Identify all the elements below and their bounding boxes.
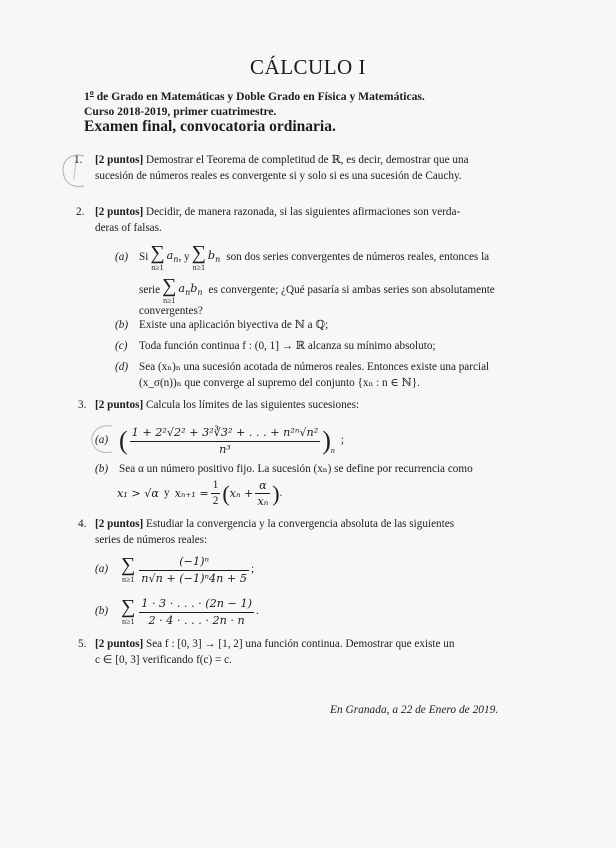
question-3 xyxy=(78,398,538,414)
math-expr: xₙ₊₁ = xyxy=(174,486,209,500)
item-text: es convergente; ¿Qué pasaría si ambas series son absolutamente xyxy=(208,284,495,297)
item-text: . xyxy=(279,486,283,499)
item-text: son dos series convergentes de números reales, entonces la xyxy=(226,251,490,264)
item-label: (c) xyxy=(115,340,128,352)
grade-number: 1 xyxy=(84,89,90,103)
item-text: , y xyxy=(178,251,190,264)
right-paren: ) xyxy=(322,426,331,456)
question-5 xyxy=(78,637,538,668)
sum-symbol: ∑ n≥1 xyxy=(121,596,136,626)
item-text: y xyxy=(163,486,170,499)
question-text: Calcula los límites de las siguientes sucesiones: xyxy=(145,399,360,411)
sum-symbol: ∑ n≥1 xyxy=(191,242,206,272)
item-label: (b) xyxy=(95,463,109,475)
math-sub: n xyxy=(197,288,203,298)
question-2d xyxy=(115,360,525,391)
math-expr: x₁ > √α xyxy=(117,486,159,500)
math-sub: n xyxy=(185,288,191,298)
math-var: b xyxy=(207,249,216,263)
sum-index: n≥1 xyxy=(192,263,205,272)
math-var: a xyxy=(178,282,186,296)
fraction xyxy=(139,596,254,628)
fraction-numerator: α xyxy=(255,478,270,495)
fraction-denominator: xₙ xyxy=(257,495,269,508)
left-paren: ( xyxy=(222,480,230,506)
math-var: b xyxy=(190,282,198,296)
sum-index: n≥1 xyxy=(151,263,164,272)
question-3b xyxy=(95,462,525,510)
exam-date: En Granada, a 22 de Enero de 2019. xyxy=(330,704,499,716)
question-text: Sea f : [0, 3] → [1, 2] una función continua. Demostrar que existe un xyxy=(145,638,455,650)
question-text: sucesión de números reales es convergente si y solo si es una sucesión de Cauchy. xyxy=(95,169,462,182)
item-text: Sea (xₙ)ₙ una sucesión acotada de números reales. Entonces existe una parcial xyxy=(139,361,490,373)
question-points: [2 puntos] xyxy=(95,154,144,166)
left-paren: ( xyxy=(119,426,128,456)
question-2c xyxy=(115,339,525,355)
fraction xyxy=(255,478,270,510)
question-3a xyxy=(95,420,515,462)
item-text: serie xyxy=(139,284,161,297)
fraction-denominator: n√n + (−1)ⁿ4n + 5 xyxy=(141,571,247,585)
fraction xyxy=(139,554,249,586)
sum-symbol: ∑ n≥1 xyxy=(121,554,136,584)
question-points: [2 puntos] xyxy=(95,206,144,218)
question-2a xyxy=(115,242,525,320)
fraction-numerator: 1 + 2²√2² + 3²∛3² + . . . + n²ⁿ√n² xyxy=(130,425,321,442)
question-points: [2 puntos] xyxy=(95,638,144,650)
question-4 xyxy=(78,517,538,548)
item-label: (a) xyxy=(95,434,109,447)
question-text: Demostrar el Teorema de completitud de ℝ, es decir, demostrar que una xyxy=(145,154,469,166)
item-label: (b) xyxy=(95,605,109,618)
question-2b xyxy=(115,318,525,334)
question-number: 2. xyxy=(76,206,85,218)
page-title: CÁLCULO I xyxy=(250,55,366,79)
item-text: Sea α un número positivo fijo. La sucesión (xₙ) se define por recurrencia como xyxy=(119,463,473,475)
fraction-denominator: 2 · 4 · . . . · 2n · n xyxy=(148,613,245,627)
sum-index: n≥1 xyxy=(163,296,176,305)
question-4b xyxy=(95,592,515,632)
sum-index: n≥1 xyxy=(121,575,135,584)
sum-symbol: ∑ n≥1 xyxy=(162,275,177,305)
fraction-numerator: 1 · 3 · . . . · (2n − 1) xyxy=(139,596,254,613)
question-points: [2 puntos] xyxy=(95,399,144,411)
item-text: (x_σ(n))ₙ que converge al supremo del conjunto {xₙ : n ∈ ℕ}. xyxy=(139,376,420,389)
math-sub: n xyxy=(173,255,179,265)
question-text: c ∈ [0, 3] verificando f(c) = c. xyxy=(95,653,232,666)
question-points: [2 puntos] xyxy=(95,518,144,530)
sum-symbol: ∑ n≥1 xyxy=(150,242,165,272)
fraction-numerator: (−1)ⁿ xyxy=(139,554,249,571)
fraction-denominator: 2 xyxy=(212,495,219,507)
item-label: (d) xyxy=(115,361,129,373)
item-text: Existe una aplicación biyectiva de ℕ a ℚ; xyxy=(139,319,329,331)
item-label: (a) xyxy=(115,251,129,264)
sum-index: n≥1 xyxy=(121,617,135,626)
item-text: ; xyxy=(250,563,255,576)
math-expr: xₙ + xyxy=(229,486,254,500)
degree-text: de Grado en Matemáticas y Doble Grado en Física y Matemáticas. xyxy=(93,89,425,103)
fraction-denominator: n³ xyxy=(219,442,231,456)
question-text: Decidir, de manera razonada, si las siguientes afirmaciones son verda- xyxy=(145,206,461,218)
question-number: 3. xyxy=(78,399,87,411)
item-text: Si xyxy=(139,251,149,264)
fraction-numerator: 1 xyxy=(211,478,221,495)
question-text: Estudiar la convergencia y la convergencia absoluta de las siguientes xyxy=(145,518,455,530)
item-text: ; xyxy=(340,434,345,447)
item-text: Toda función continua f : (0, 1] → ℝ alcanza su mínimo absoluto; xyxy=(139,340,436,352)
question-4a xyxy=(95,550,515,590)
fraction xyxy=(130,425,321,457)
math-sub: n xyxy=(215,255,221,265)
sequence-index: n xyxy=(330,446,335,456)
item-text: convergentes? xyxy=(139,305,203,317)
question-1 xyxy=(74,153,534,184)
question-text: series de números reales: xyxy=(95,533,208,546)
course-subtitle xyxy=(84,85,544,119)
ordinal-mark: o xyxy=(89,88,94,97)
item-label: (a) xyxy=(95,563,109,576)
fraction xyxy=(211,478,221,510)
right-paren: ) xyxy=(272,480,280,506)
item-text: . xyxy=(255,605,259,618)
question-number: 1. xyxy=(74,154,83,166)
course-year: Curso 2018-2019, primer cuatrimestre. xyxy=(84,104,277,118)
math-var: a xyxy=(166,249,174,263)
question-text: deras of falsas. xyxy=(95,221,162,234)
item-label: (b) xyxy=(115,319,129,331)
exam-title: Examen final, convocatoria ordinaria. xyxy=(84,118,336,135)
question-number: 5. xyxy=(78,638,87,650)
question-number: 4. xyxy=(78,518,87,530)
question-2 xyxy=(74,205,534,236)
